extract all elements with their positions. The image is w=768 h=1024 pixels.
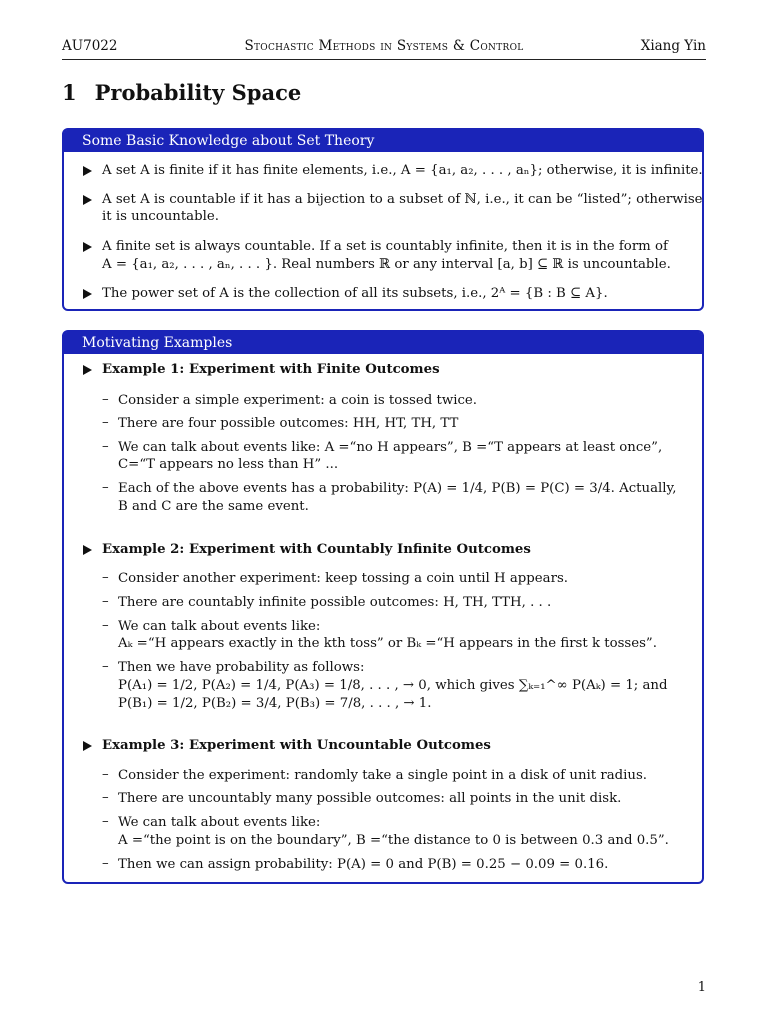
- motivating-examples-box-title: Motivating Examples: [64, 332, 702, 354]
- bullet-arrow-icon: [83, 242, 92, 252]
- example-1-item-4-line-2: B and C are the same event.: [118, 499, 309, 514]
- course-title: Stochastic Methods in Systems & Control: [244, 38, 524, 54]
- set-item-4-line-1: The power set of A is the collection of all its subsets, i.e., 2ᴬ = {B : B ⊆ A}.: [102, 286, 608, 301]
- example-1-title: Example 1: Experiment with Finite Outcomes: [102, 362, 440, 377]
- example-1-item-1: Consider a simple experiment: a coin is tossed twice.: [118, 393, 478, 408]
- example-1-item-4-line-1: Each of the above events has a probability: P(A) = 1/4, P(B) = P(C) = 3/4. Actually,: [118, 481, 677, 496]
- example-2-item-4-line-2: P(A₁) = 1/2, P(A₂) = 1/4, P(A₃) = 1/8, . . . , → 0, which gives ∑ₖ₌₁^∞ P(Aₖ) = 1; and: [118, 678, 668, 693]
- example-2-title: Example 2: Experiment with Countably Infinite Outcomes: [102, 542, 531, 557]
- set-item-2-line-1: A set A is countable if it has a bijection to a subset of ℕ, i.e., it can be “listed”; otherwise: [102, 192, 703, 207]
- example-2-item-2: There are countably infinite possible outcomes: H, TH, TTH, . . .: [118, 595, 552, 610]
- bullet-arrow-icon: [83, 289, 92, 299]
- bullet-arrow-icon: [83, 365, 92, 375]
- header-rule: [62, 59, 706, 60]
- example-2-item-3-line-1: We can talk about events like:: [118, 619, 321, 634]
- section-title: Probability Space: [94, 80, 302, 105]
- example-2-item-1: Consider another experiment: keep tossing a coin until H appears.: [118, 571, 569, 586]
- dash-bullet: –: [102, 790, 109, 805]
- dash-bullet: –: [102, 659, 109, 674]
- example-3-item-3-line-1: We can talk about events like:: [118, 815, 321, 830]
- section-heading: [62, 80, 301, 105]
- set-item-1-line-1: A set A is finite if it has finite elements, i.e., A = {a₁, a₂, . . . , aₙ}; otherwise, it is infinite.: [102, 163, 703, 178]
- set-item-2-line-2: it is uncountable.: [102, 209, 219, 224]
- example-3-item-2: There are uncountably many possible outcomes: all points in the unit disk.: [118, 791, 622, 806]
- dash-bullet: –: [102, 415, 109, 430]
- example-2-item-4-line-3: P(B₁) = 1/2, P(B₂) = 3/4, P(B₃) = 7/8, . . . , → 1.: [118, 696, 432, 711]
- example-1-item-2: There are four possible outcomes: HH, HT, TH, TT: [118, 416, 459, 431]
- dash-bullet: –: [102, 856, 109, 871]
- dash-bullet: –: [102, 439, 109, 454]
- example-2-item-3-line-2: Aₖ =“H appears exactly in the kth toss” or Bₖ =“H appears in the first k tosses”.: [118, 636, 657, 651]
- bullet-arrow-icon: [83, 741, 92, 751]
- dash-bullet: –: [102, 814, 109, 829]
- example-1-item-3-line-1: We can talk about events like: A =“no H appears”, B =“T appears at least once”,: [118, 440, 663, 455]
- dash-bullet: –: [102, 570, 109, 585]
- set-theory-box-title: Some Basic Knowledge about Set Theory: [64, 130, 702, 152]
- dash-bullet: –: [102, 392, 109, 407]
- set-item-3-line-2: A = {a₁, a₂, . . . , aₙ, . . . }. Real numbers ℝ or any interval [a, b] ⊆ ℝ is uncountable.: [102, 257, 671, 272]
- bullet-arrow-icon: [83, 545, 92, 555]
- dash-bullet: –: [102, 594, 109, 609]
- example-1-item-3-line-2: C=“T appears no less than H” ...: [118, 457, 339, 472]
- page-number: 1: [697, 980, 706, 995]
- example-2-item-4-line-1: Then we have probability as follows:: [118, 660, 365, 675]
- author-name: Xiang Yin: [640, 38, 706, 54]
- example-3-item-3-line-2: A =“the point is on the boundary”, B =“the distance to 0 is between 0.3 and 0.5”.: [118, 833, 669, 848]
- page-header: [62, 38, 706, 60]
- dash-bullet: –: [102, 480, 109, 495]
- set-item-3-line-1: A finite set is always countable. If a set is countably infinite, then it is in the form of: [102, 239, 668, 254]
- course-code: AU7022: [62, 38, 118, 54]
- bullet-arrow-icon: [83, 195, 92, 205]
- example-3-item-4: Then we can assign probability: P(A) = 0 and P(B) = 0.25 − 0.09 = 0.16.: [118, 857, 609, 872]
- section-number: 1: [62, 80, 77, 105]
- bullet-arrow-icon: [83, 166, 92, 176]
- example-3-item-1: Consider the experiment: randomly take a single point in a disk of unit radius.: [118, 768, 648, 783]
- dash-bullet: –: [102, 618, 109, 633]
- example-3-title: Example 3: Experiment with Uncountable Outcomes: [102, 738, 491, 753]
- dash-bullet: –: [102, 767, 109, 782]
